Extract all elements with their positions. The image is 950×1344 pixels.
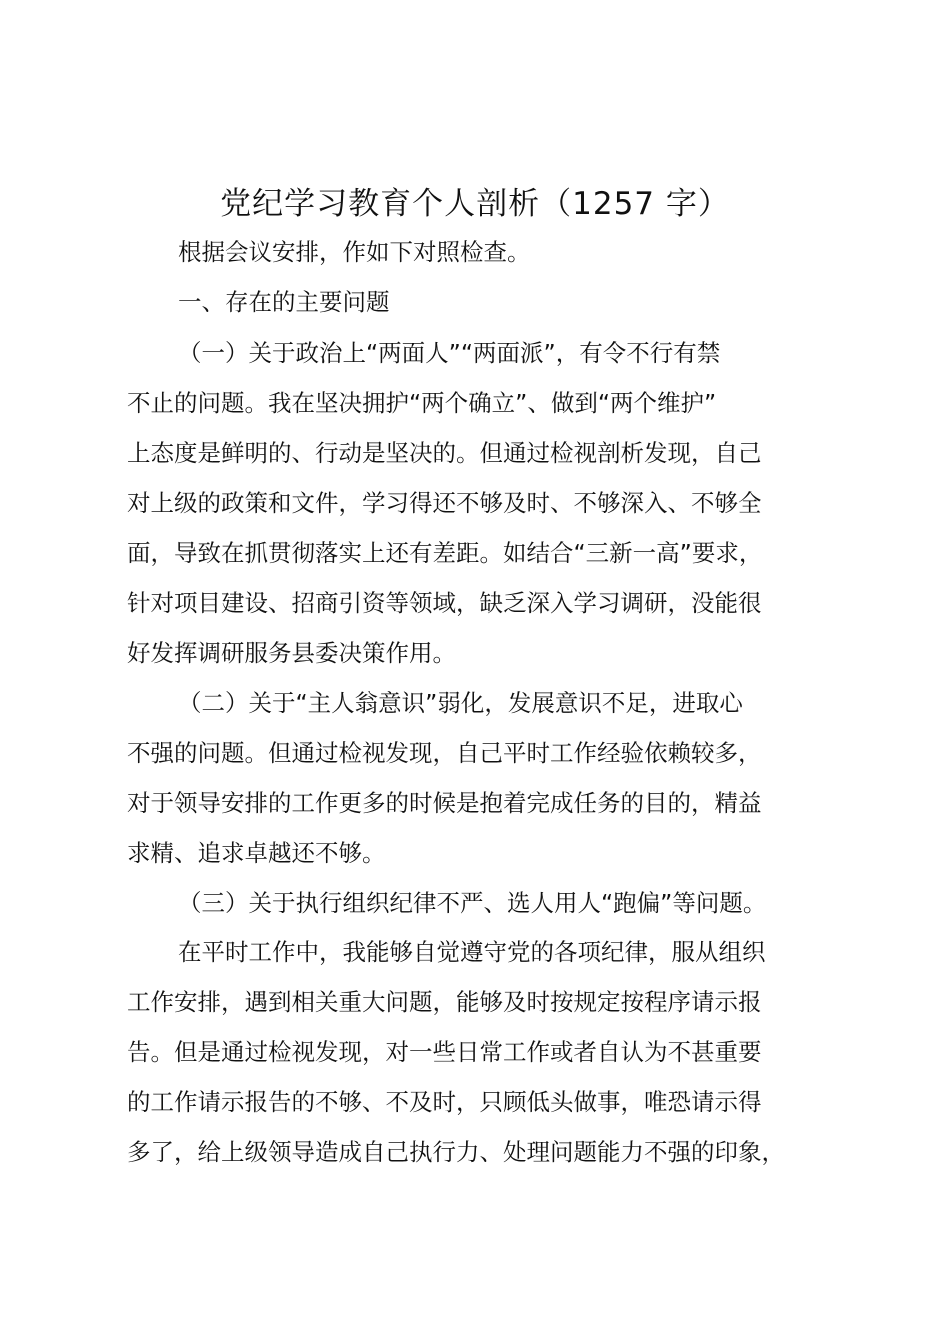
- paragraph-line: 不强的问题。但通过检视发现，自己平时工作经验依赖较多，: [127, 739, 762, 767]
- paragraph-line: 针对项目建设、招商引资等领域，缺乏深入学习调研，没能很: [127, 589, 762, 617]
- paragraph-line: （二）关于“主人翁意识”弱化，发展意识不足，进取心: [178, 689, 743, 717]
- paragraph-line: 多了，给上级领导造成自己执行力、处理问题能力不强的印象，: [127, 1138, 785, 1166]
- paragraph-line: 面，导致在抓贯彻落实上还有差距。如结合“三新一高”要求，: [127, 539, 763, 567]
- paragraph-line: 求精、追求卓越还不够。: [127, 839, 386, 867]
- paragraph-line: 告。但是通过检视发现，对一些日常工作或者自认为不甚重要: [127, 1038, 762, 1066]
- paragraph-line: 不止的问题。我在坚决拥护“两个确立”、做到“两个维护”: [127, 389, 717, 417]
- paragraph-line: （三）关于执行组织纪律不严、选人用人“跑偏”等问题。: [178, 889, 767, 917]
- paragraph-line: 上态度是鲜明的、行动是坚决的。但通过检视剖析发现，自己: [127, 439, 762, 467]
- paragraph-line: 对上级的政策和文件，学习得还不够及时、不够深入、不够全: [127, 489, 762, 517]
- paragraph-line: （一）关于政治上“两面人”“两面派”，有令不行有禁: [178, 339, 721, 367]
- paragraph-line: 在平时工作中，我能够自觉遵守党的各项纪律，服从组织: [178, 938, 766, 966]
- paragraph-line: 根据会议安排，作如下对照检查。: [178, 238, 531, 266]
- paragraph-line: 工作安排，遇到相关重大问题，能够及时按规定按程序请示报: [127, 988, 762, 1016]
- paragraph-line: 好发挥调研服务县委决策作用。: [127, 639, 456, 667]
- paragraph-line: 对于领导安排的工作更多的时候是抱着完成任务的目的，精益: [127, 789, 762, 817]
- document-title: 党纪学习教育个人剖析（1257 字）: [220, 186, 730, 222]
- section-heading: 一、存在的主要问题: [178, 288, 390, 316]
- paragraph-line: 的工作请示报告的不够、不及时，只顾低头做事，唯恐请示得: [127, 1088, 762, 1116]
